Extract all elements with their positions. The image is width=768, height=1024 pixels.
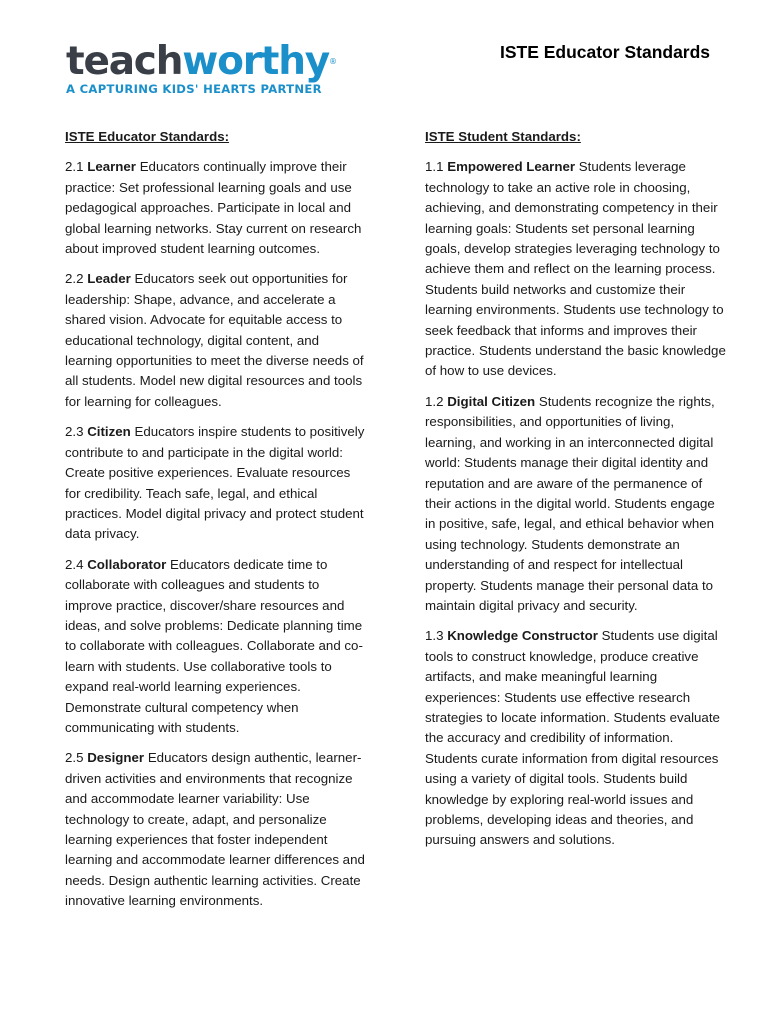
standard-name: Designer	[87, 750, 145, 766]
student-standard-knowledge-constructor	[425, 626, 727, 850]
standard-description: Educators dedicate time to collaborate with colleagues and students to improve practice, discover/share resources and ideas, and solve problems: Dedicate planning time to collaborate with colleagues. Collaborate and co-learn with students. Use collaborative tools to expand real-world learning experiences. Demonstrate cultural competency when communicating with students.	[65, 556, 363, 735]
standard-name: Learner	[87, 159, 136, 175]
standard-number: 1.3	[425, 628, 444, 644]
standard-name: Digital Citizen	[447, 393, 536, 409]
standard-name: Collaborator	[87, 556, 167, 572]
standard-number: 2.5	[65, 750, 84, 766]
student-standard-empowered-learner	[425, 157, 727, 381]
student-standards-heading: ISTE Student Standards:	[425, 129, 581, 144]
standard-description: Educators inspire students to positively contribute to and participate in the digital world: Create positive experiences. Evaluate resources for credibility. Teach safe, legal, and ethical practices. Model digital privacy and protect student data privacy.	[65, 424, 365, 542]
student-standard-digital-citizen	[425, 392, 727, 616]
standard-name: Leader	[87, 271, 131, 287]
logo-word-teach: teach	[66, 39, 183, 84]
teachworthy-logo	[66, 39, 336, 96]
logo-wordmark	[66, 39, 336, 84]
standard-description: Educators continually improve their practice: Set professional learning goals and use pedagogical approaches. Participate in local and global learning networks. Stay current on research about improved student learning outcomes.	[65, 159, 362, 257]
standard-name: Empowered Learner	[447, 159, 576, 175]
logo-trademark: ®	[328, 57, 336, 66]
educator-standard-citizen	[65, 422, 367, 544]
standard-description: Educators seek out opportunities for leadership: Shape, advance, and accelerate a shared vision. Advocate for equitable access to educational technology, digital content, and learning opportunities to meet the diverse needs of all students. Model new digital resources and tools for learning for colleagues.	[65, 271, 364, 409]
educator-standard-leader	[65, 269, 367, 412]
document-title: ISTE Educator Standards	[500, 42, 711, 62]
educator-standards-heading: ISTE Educator Standards:	[65, 129, 230, 144]
educator-standards-column	[65, 127, 367, 922]
standard-description: Students use digital tools to construct knowledge, produce creative artifacts, and make meaningful learning experiences: Students use effective research strategies to locate information. Students evaluate the accuracy and credibility of information. Students curate information from digital resources using a variety of digital tools. Students build knowledge by exploring real-world issues and problems, developing ideas and theories, and pursuing answers and solutions.	[425, 628, 720, 848]
educator-standard-collaborator	[65, 555, 367, 739]
standard-description: Students leverage technology to take an active role in choosing, achieving, and demonstrating competency in their learning goals: Students set personal learning goals, develop strategies leveraging technology to achieve them and reflect on the learning process. Students build networks and customize their learning environments. Students use technology to seek feedback that informs and improves their practice. Students understand the basic knowledge of how to use devices.	[425, 159, 726, 379]
educator-standard-learner	[65, 157, 367, 259]
standard-number: 2.3	[65, 424, 84, 440]
standard-number: 1.1	[425, 159, 444, 175]
standard-number: 2.4	[65, 556, 84, 572]
standard-name: Knowledge Constructor	[447, 628, 598, 644]
standard-description: Educators design authentic, learner-driven activities and environments that recognize and accommodate learner variability: Use technology to create, adapt, and personalize learning experiences that foster independent learning and accommodate learner differences and needs. Design authentic learning activities. Create innovative learning environments.	[65, 750, 365, 909]
standard-description: Students recognize the rights, responsibilities, and opportunities of living, learning, and working in an interconnected digital world: Students manage their digital identity and reputation and are aware of the permanence of their actions in the digital world. Students engage in positive, safe, legal, and ethical behavior when using technology. Students demonstrate an understanding of and respect for intellectual property. Students manage their personal data to maintain digital privacy and security.	[425, 393, 715, 613]
standard-number: 1.2	[425, 393, 444, 409]
standard-number: 2.2	[65, 271, 84, 287]
educator-standard-designer	[65, 748, 367, 911]
logo-tagline: A CAPTURING KIDS' HEARTS PARTNER	[66, 82, 322, 96]
student-standards-column	[425, 127, 727, 861]
standard-number: 2.1	[65, 159, 84, 175]
standard-name: Citizen	[87, 424, 131, 440]
logo-word-worthy: worthy	[182, 39, 329, 84]
